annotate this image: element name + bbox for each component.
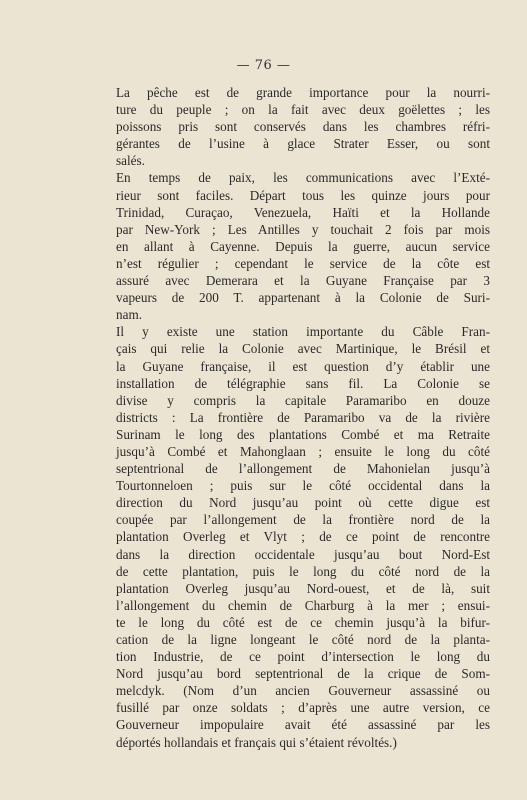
text-line: te le long du côté est de ce chemin jusqu’à la bifur- — [116, 614, 490, 630]
text-line: melcdyk. (Nom d’un ancien Gouverneur assassiné ou — [116, 683, 490, 699]
text-line: Gouverneur impopulaire avait été assassiné par les — [116, 717, 490, 733]
text-line: direction du Nord jusqu’au point où cette digue est — [116, 495, 490, 511]
text-line: Il y existe une station importante du Câble Fran- — [116, 324, 490, 340]
text-line: salés. — [116, 153, 145, 169]
text-line: La pêche est de grande importance pour la nourri- — [116, 85, 490, 100]
text-line: plantation Overleg jusqu’au Nord-ouest, et de là, suit — [116, 580, 490, 596]
text-line: Tourtonneloen ; puis sur le côté occidental dans la — [116, 478, 490, 494]
text-line: dans la direction occidentale jusqu’au bout Nord-Est — [116, 546, 490, 562]
text-line: septentrional de l’allongement de Mahonielan jusqu’à — [116, 461, 490, 477]
text-line: par New-York ; Les Antilles y touchait 2 fois par mois — [116, 221, 490, 237]
text-line: ture du peuple ; on la fait avec deux goëlettes ; les — [116, 102, 490, 118]
text-line: n’est régulier ; cependant le service de la côte est — [116, 255, 490, 271]
text-line: en allant à Cayenne. Depuis la guerre, aucun service — [116, 238, 490, 254]
text-line: nam. — [116, 307, 143, 323]
text-line: poissons pris sont conservés dans les chambres réfri- — [116, 119, 490, 135]
text-line: coupée par l’allongement de la frontière nord de la — [116, 512, 490, 528]
text-line: districts : La frontière de Paramaribo va de la rivière — [116, 409, 490, 425]
text-line: fusillé par onze soldats ; d’après une autre version, ce — [116, 700, 490, 716]
text-line: En temps de paix, les communications avec l’Exté- — [116, 170, 490, 186]
text-line: çais qui relie la Colonie avec Martinique, le Brésil et — [116, 341, 490, 357]
text-line: vapeurs de 200 T. appartenant à la Colonie de Suri- — [116, 290, 490, 306]
text-line: Nord jusqu’au bord septentrional de la crique de Som- — [116, 666, 490, 682]
text-line: assuré avec Demerara et la Guyane Française par 3 — [116, 273, 490, 289]
text-line: rieur sont faciles. Départ tous les quinze jours pour — [116, 187, 490, 203]
text-line: déportés hollandais et français qui s’étaient révoltés.) — [116, 734, 397, 750]
text-line: plantation Overleg et Vlyt ; de ce point de rencontre — [116, 529, 490, 545]
body-text — [116, 84, 490, 751]
text-line: de cette plantation, puis le long du côté nord de la — [116, 563, 490, 579]
text-line: Trinidad, Curaçao, Venezuela, Haïti et la Hollande — [116, 204, 490, 220]
text-line: tion Industrie, de ce point d’intersection le long du — [116, 649, 490, 665]
text-line: jusqu’à Combé et Mahonglaan ; ensuite le long du côté — [116, 443, 490, 459]
text-line: divise y compris la capitale Paramaribo en douze — [116, 392, 490, 408]
text-line: l’allongement du chemin de Charburg à la mer ; ensui- — [116, 597, 490, 613]
text-line: gérantes de l’usine à glace Strater Esser, ou sont — [116, 136, 490, 152]
text-line: Surinam le long des plantations Combé et ma Retraite — [116, 426, 490, 442]
text-line: cation de la ligne longeant le côté nord de la planta- — [116, 632, 490, 647]
text-line: la Guyane française, il est question d’y établir une — [116, 358, 490, 374]
page-number: — 76 — — [236, 58, 291, 73]
text-line: installation de télégraphie sans fil. La Colonie se — [116, 375, 490, 391]
